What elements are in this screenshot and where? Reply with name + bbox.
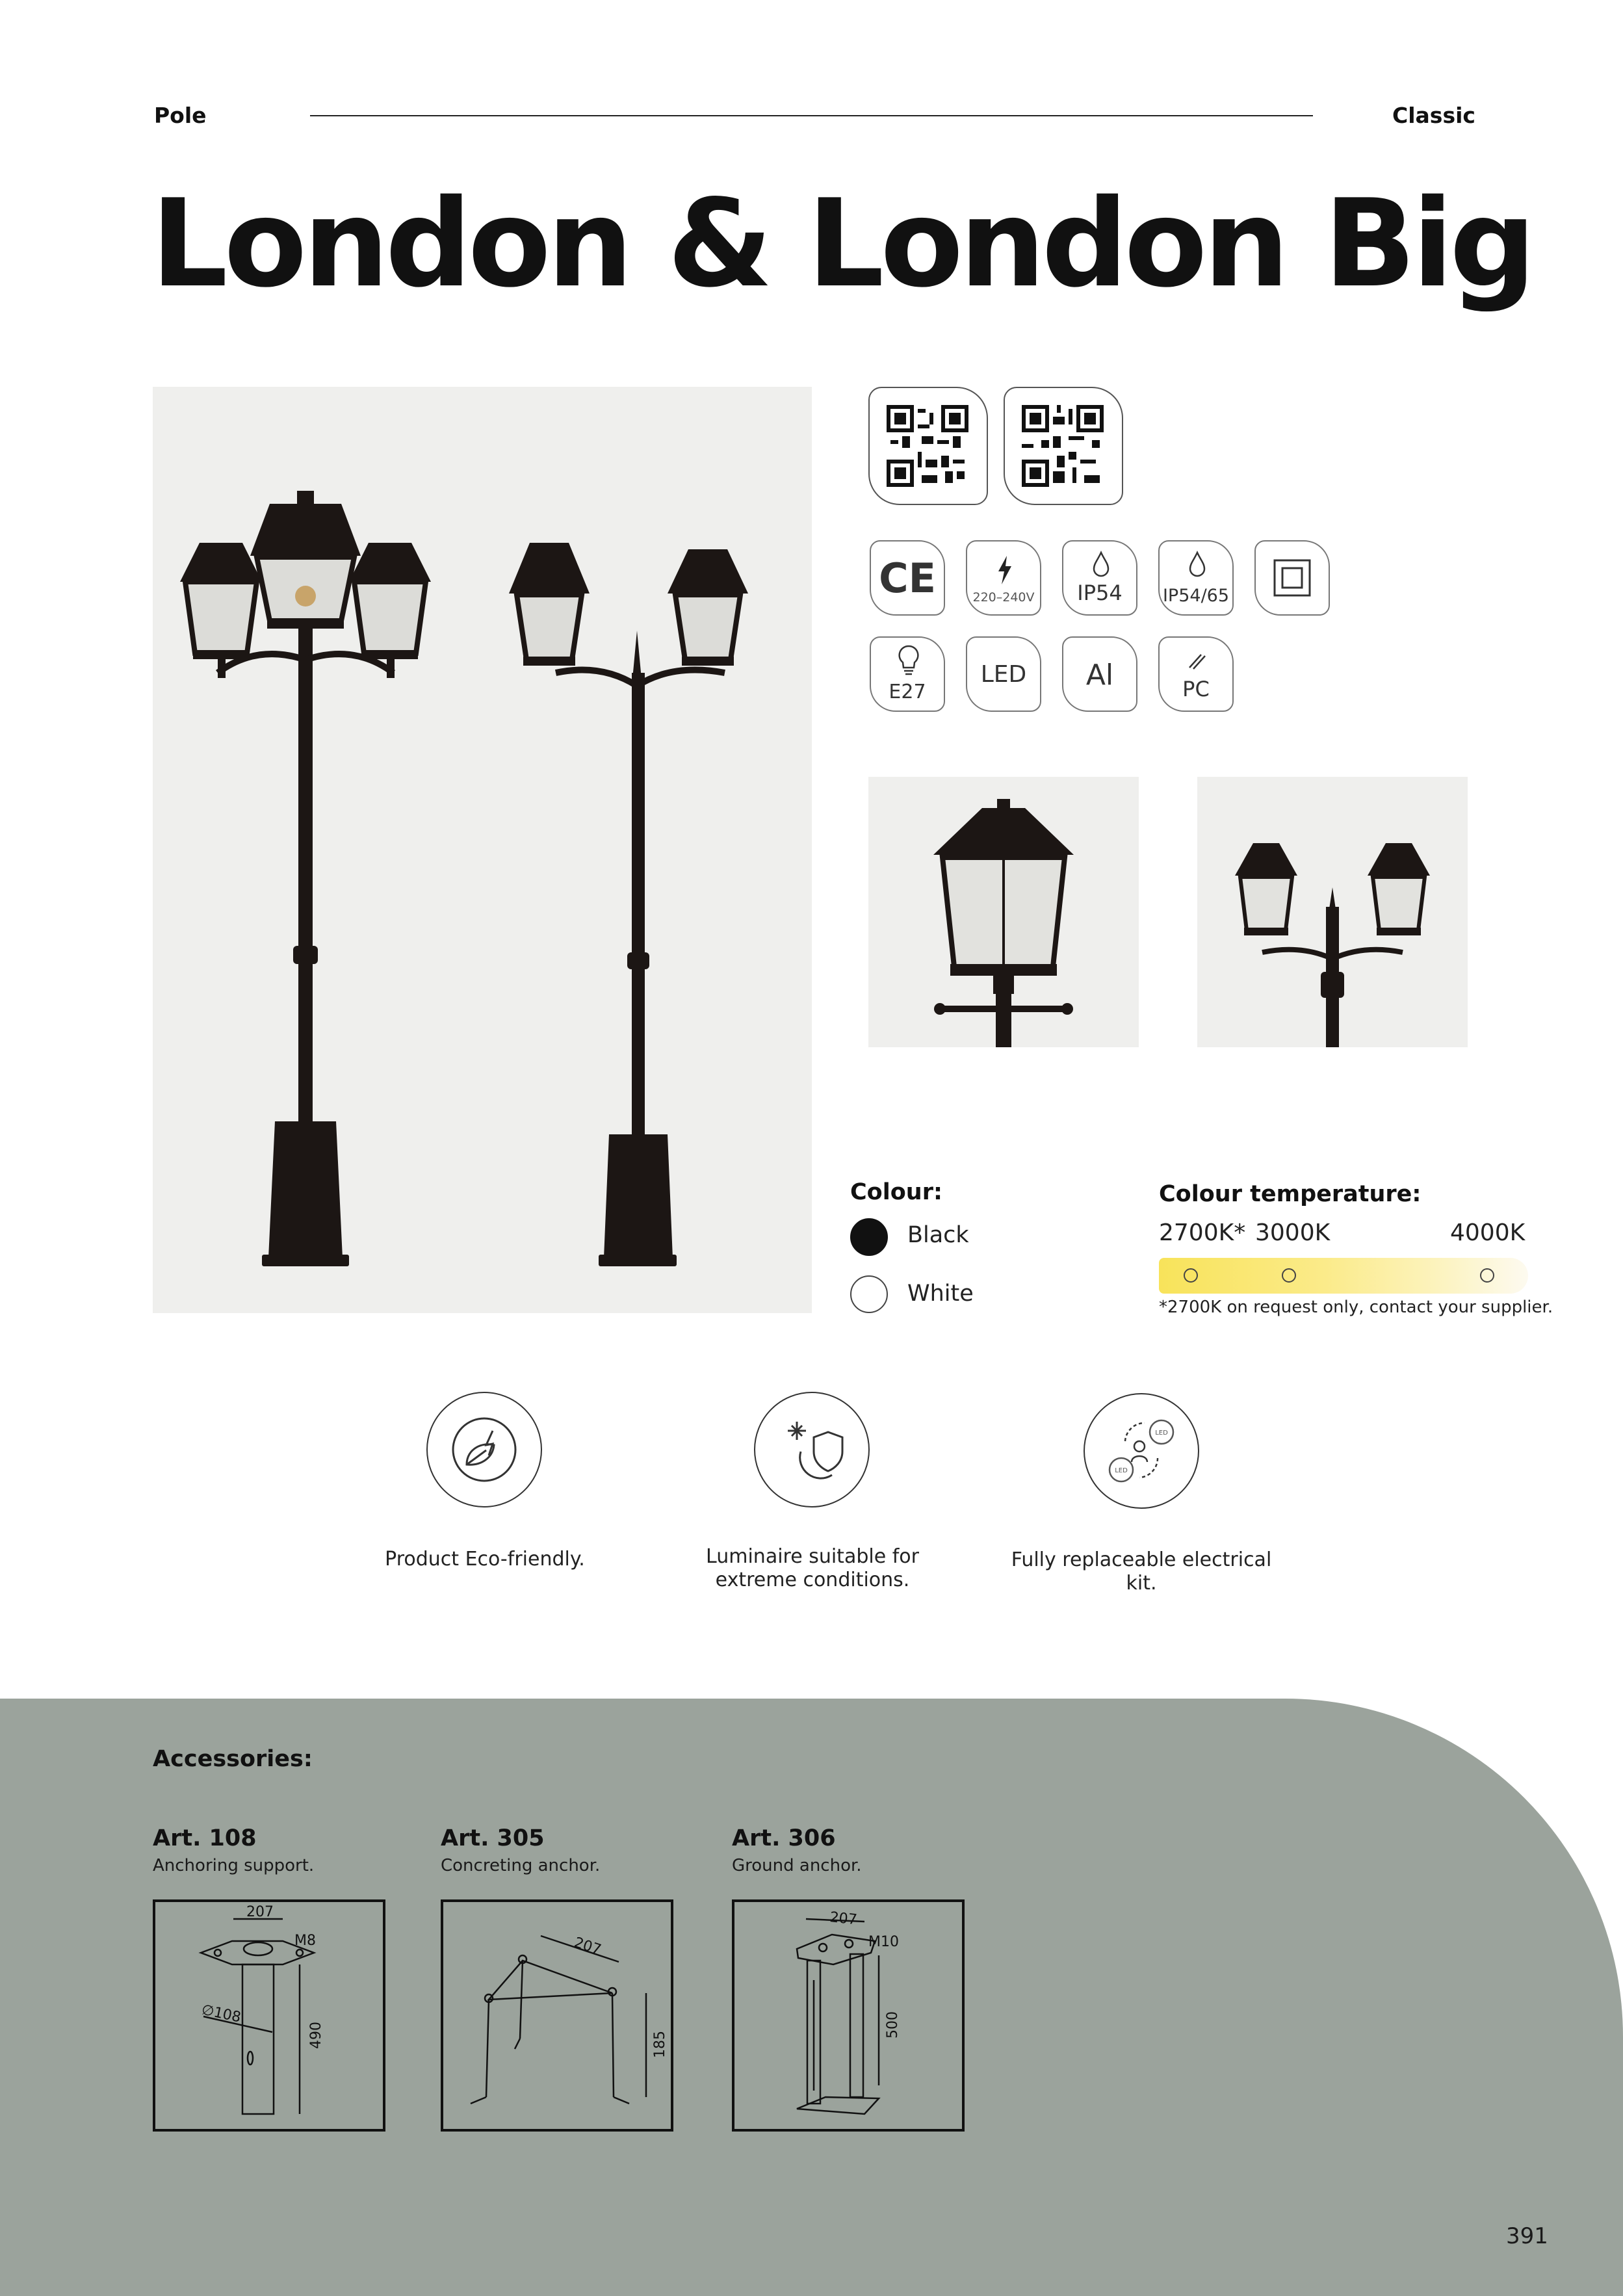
anchoring-support-drawing (155, 1902, 383, 2129)
accessories-title: Accessories: (153, 1746, 313, 1772)
led-text-icon: LED (980, 661, 1027, 688)
feature-replaceable (1084, 1393, 1199, 1509)
double-insulation-icon (1273, 558, 1312, 597)
dim-label: 500 (885, 2011, 901, 2039)
single-lantern-illustration (868, 777, 1139, 1047)
dim-label: 207 (572, 1934, 603, 1959)
feature-eco-caption: Product Eco-friendly. (385, 1548, 585, 1571)
accessory-drawing-306 (732, 1899, 965, 2132)
drop-icon (1188, 551, 1207, 578)
dim-label: ∅108 (200, 2002, 242, 2026)
swatch-white[interactable] (850, 1275, 888, 1313)
accessory-code: Art. 306 (732, 1825, 836, 1851)
accessory-drawing-108 (153, 1899, 385, 2132)
feature-extreme-caption: Luminaire suitable for extreme conditions. (706, 1545, 919, 1591)
product-photo-single (868, 777, 1139, 1047)
ce-mark-icon: CE (879, 554, 936, 602)
cert-e27 (870, 636, 945, 712)
swatch-label-white: White (907, 1281, 974, 1307)
cert-ip54-65 (1158, 540, 1234, 616)
cert-caption: IP54 (1077, 581, 1123, 605)
cert-ip54 (1062, 540, 1137, 616)
voltage-bolt-icon (994, 554, 1015, 586)
svg-text:LED: LED (1115, 1467, 1128, 1474)
accessory-description: Ground anchor. (732, 1856, 862, 1875)
header-category: Pole (154, 103, 207, 128)
dim-label: 207 (246, 1904, 274, 1920)
aluminium-text-icon: Al (1085, 659, 1114, 692)
dim-label: 185 (652, 2031, 668, 2058)
cert-voltage (966, 540, 1041, 616)
feature-extreme (754, 1392, 870, 1507)
colour-temperature-scale (1159, 1258, 1528, 1294)
product-photo (153, 387, 812, 1313)
product-photo-double (1197, 777, 1468, 1047)
dim-label: 490 (308, 2022, 324, 2049)
swatch-label-black: Black (907, 1222, 969, 1248)
dim-label: M10 (868, 1934, 899, 1950)
qr-code-2[interactable] (1004, 387, 1123, 505)
colour-label: Colour: (850, 1179, 942, 1205)
extreme-conditions-shield-icon (775, 1413, 849, 1487)
temp-2700: 2700K* (1159, 1220, 1246, 1246)
feature-replaceable-caption: Fully replaceable electrical kit. (1011, 1548, 1272, 1595)
cert-caption: PC (1182, 677, 1210, 701)
accessory-code: Art. 108 (153, 1825, 257, 1851)
accessory-description: Concreting anchor. (441, 1856, 601, 1875)
feature-eco (426, 1392, 542, 1507)
colour-temperature-label: Colour temperature: (1159, 1181, 1422, 1207)
replaceable-kit-icon (1099, 1409, 1184, 1493)
cert-caption: IP54/65 (1162, 586, 1230, 606)
concreting-anchor-drawing (443, 1902, 671, 2129)
qr-code-1[interactable] (868, 387, 988, 505)
temp-3000: 3000K (1255, 1220, 1331, 1246)
temp-marker-2700[interactable] (1184, 1268, 1198, 1283)
temp-marker-3000[interactable] (1282, 1268, 1296, 1283)
qr-code-icon (887, 405, 968, 487)
dim-label: M8 (294, 1933, 316, 1949)
dim-label: 207 (829, 1909, 858, 1929)
cert-class-ii (1254, 540, 1330, 616)
temp-marker-4000[interactable] (1480, 1268, 1494, 1283)
cert-pc (1158, 636, 1234, 712)
header-divider (310, 115, 1313, 116)
cert-aluminium (1062, 636, 1137, 712)
accessory-code: Art. 305 (441, 1825, 545, 1851)
eco-leaf-icon (447, 1413, 521, 1487)
drop-icon (1091, 551, 1111, 578)
header-style: Classic (1392, 103, 1475, 128)
swatch-black[interactable] (850, 1218, 888, 1256)
accessory-description: Anchoring support. (153, 1856, 315, 1875)
cert-ce (870, 540, 945, 616)
page-title: London & London Big (151, 173, 1533, 314)
cert-caption: E27 (889, 681, 926, 703)
accessory-drawing-305 (441, 1899, 673, 2132)
ground-anchor-drawing (734, 1902, 962, 2129)
qr-code-icon (1022, 405, 1104, 487)
street-lamp-illustration (153, 387, 812, 1313)
cert-led (966, 636, 1041, 712)
temp-footnote: *2700K on request only, contact your supplier. (1159, 1298, 1553, 1317)
cert-caption: 220–240V (972, 590, 1035, 605)
svg-text:LED: LED (1155, 1429, 1168, 1437)
page-number: 391 (1506, 2223, 1548, 2249)
pc-material-icon (1187, 652, 1208, 672)
double-lantern-illustration (1197, 777, 1468, 1047)
bulb-icon (897, 644, 920, 678)
temp-4000: 4000K (1450, 1220, 1526, 1246)
